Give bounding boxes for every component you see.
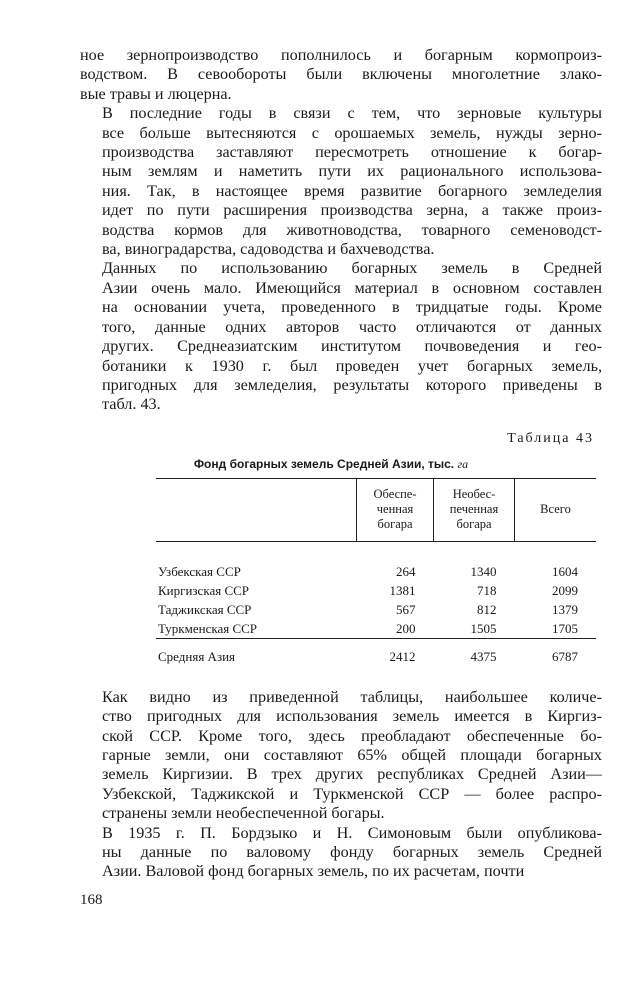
text-line: водства кормов для животноводства, товарного семеноводст- [102, 220, 602, 239]
text-line: ным землям и наметить пути их рационального использова- [102, 162, 602, 181]
table-total-all: 6787 [515, 638, 597, 666]
table-cell: 1604 [552, 563, 578, 579]
text-line: вые травы и люцерна. [80, 84, 232, 103]
top-paragraph [80, 46, 602, 104]
table-cell: 1379 [552, 601, 578, 617]
table-cell: 1705 [552, 620, 578, 636]
text-line: ва, виноградарства, садоводства и бахчеводства. [102, 240, 435, 259]
text-line: других. Среднеазиатским институтом почвоведения и гео- [102, 337, 602, 356]
bottom-paragraph [80, 824, 602, 882]
table-caption [60, 457, 602, 472]
text-line: Азии. Валовой фонд богарных земель, по их расчетам, почти [102, 862, 525, 881]
table-cell: 2099 [552, 582, 578, 598]
text-line: ботаники к 1930 г. был проведен учет богарных земель, [102, 356, 602, 375]
table-total-unsecured: 4375 [434, 638, 515, 666]
text-line: Как видно из приведенной таблицы, наибольшее количе- [102, 687, 602, 706]
header-line: Всего [540, 502, 571, 517]
body-text-top [80, 46, 602, 415]
table-header-row [156, 478, 596, 541]
table-total-row [156, 638, 596, 666]
header-line: печенная [449, 502, 499, 517]
text-line: земель Киргизии. В трех других республиках Средней Азии— [102, 765, 602, 784]
table-number: Таблица 43 [507, 430, 594, 446]
table-cell: 812 [477, 601, 497, 617]
text-line: табл. 43. [102, 395, 161, 414]
text-line: производства заставляют пересмотреть отношение к богар- [102, 143, 602, 162]
text-line: Данных по использованию богарных земель в Средней [102, 259, 602, 278]
table-row [156, 619, 596, 639]
text-line: ния. Так, в настоящее время развитие богарного земледелия [102, 181, 602, 200]
table-cell: 200 [396, 620, 416, 636]
header-line: богара [456, 517, 492, 532]
text-line: В последние годы в связи с тем, что зерновые культуры [102, 104, 602, 123]
book-page [80, 46, 602, 882]
table-row-name: Туркменская ССР [158, 620, 258, 636]
text-line: все больше вытесняются с орошаемых земель, нужды зерно- [102, 123, 602, 142]
data-table [156, 478, 596, 666]
text-line: того, данные одних авторов часто отличаются от данных [102, 317, 602, 336]
table-total-secured: 2412 [357, 638, 434, 666]
bottom-paragraph [80, 688, 602, 824]
table-caption-text: Фонд богарных земель Средней Азии, тыс. [193, 456, 455, 471]
text-line: ны данные по валовому фонду богарных земель Средней [102, 842, 602, 861]
table-row [156, 541, 596, 581]
text-line: В 1935 г. П. Бордзыко и Н. Симоновым были опубликова- [102, 823, 602, 842]
header-line: Необес- [452, 487, 496, 502]
table-header-stub [156, 478, 357, 541]
table-header-total [515, 478, 597, 541]
table-row [156, 600, 596, 619]
table-row-name: Киргизская ССР [158, 582, 250, 598]
table-total-name: Средняя Азия [156, 638, 357, 666]
header-line: Обеспе- [373, 487, 417, 502]
table-header-unsecured [434, 478, 515, 541]
top-paragraph [80, 104, 602, 259]
text-line: странены земли необеспеченной богары. [102, 804, 385, 823]
table-cell: 567 [396, 601, 416, 617]
table-caption-unit: га [457, 456, 469, 471]
text-line: Узбекской, Таджикской и Туркменской ССР — более распро- [102, 784, 602, 803]
header-line: богара [377, 517, 413, 532]
header-line: ченная [376, 502, 414, 517]
text-line: ской ССР. Кроме того, здесь преобладают обеспеченные бо- [102, 726, 602, 745]
table-cell: 264 [396, 563, 416, 579]
text-line: водством. В севообороты были включены многолетние злако- [80, 65, 602, 84]
table-row-name: Узбекская ССР [158, 563, 241, 579]
text-line: идет по пути расширения производства зерна, а также произ- [102, 201, 602, 220]
body-text-bottom [80, 688, 602, 882]
text-line: ство пригодных для использования земель имеется в Киргиз- [102, 707, 602, 726]
top-paragraph [80, 259, 602, 414]
table-header-secured [357, 478, 434, 541]
table-cell: 1505 [470, 620, 497, 636]
table-cell: 1381 [389, 582, 416, 598]
text-line: на основании учета, проведенного в тридцатые годы. Кроме [102, 298, 602, 317]
table-row [156, 581, 596, 600]
table-cell: 718 [477, 582, 497, 598]
text-line: гарные земли, они составляют 65% общей площади богарных [102, 745, 602, 764]
text-line: Азии очень мало. Имеющийся материал в основном составлен [102, 278, 602, 297]
text-line: пригодных для земледелия, результаты которого приведены в [102, 375, 602, 394]
table-row-name: Таджикская ССР [158, 601, 252, 617]
text-line: ное зернопроизводство пополнилось и богарным кормопроиз- [80, 46, 602, 64]
table-cell: 1340 [470, 563, 497, 579]
page-number: 168 [80, 892, 103, 908]
